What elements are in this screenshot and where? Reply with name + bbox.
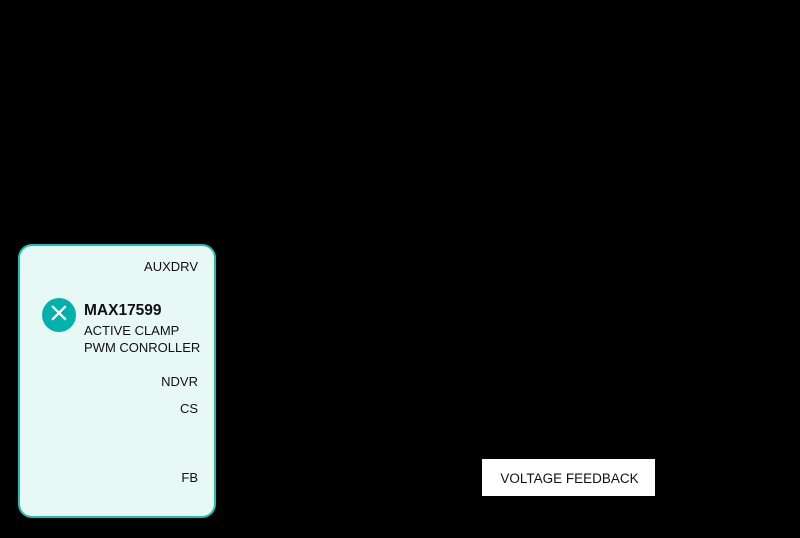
pin-label-fb: FB	[181, 470, 198, 485]
diode-auxdrv	[234, 284, 250, 299]
transformer-primary-winding	[364, 44, 378, 184]
pin-label-cs: CS	[179, 401, 198, 416]
voltage-feedback-block[interactable]	[481, 458, 656, 497]
ic-description-line1: ACTIVE CLAMP	[84, 323, 180, 338]
diode-fb	[411, 468, 427, 483]
pin-label-ndvr: NDVR	[161, 374, 198, 389]
brand-logo-icon	[42, 298, 76, 332]
ic-description-line2: PWM CONROLLER	[84, 340, 201, 355]
transformer-core	[392, 44, 396, 184]
diode-gate	[258, 327, 274, 342]
voltage-feedback-label: VOLTAGE FEEDBACK	[500, 471, 639, 486]
diode-cs	[320, 459, 336, 474]
ic-part-number: MAX17599	[84, 302, 162, 319]
ic-description	[84, 322, 200, 356]
pin-label-auxdrv: AUXDRV	[144, 259, 198, 274]
diode-clamp	[294, 96, 312, 113]
transformer-secondary-winding	[408, 44, 422, 184]
output-inductor	[608, 31, 664, 38]
brand-logo-glyph: ⨉	[51, 304, 67, 325]
